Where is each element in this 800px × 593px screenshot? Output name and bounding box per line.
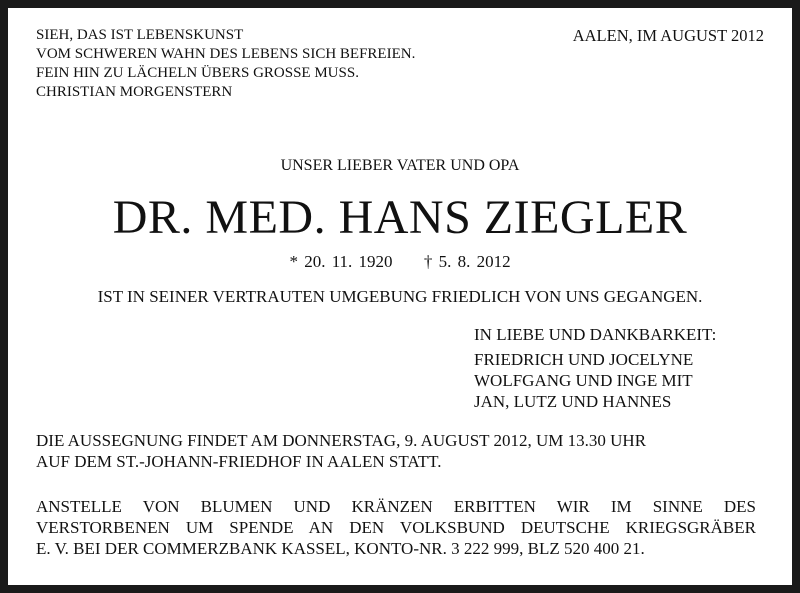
family-line: JAN, LUTZ UND HANNES	[474, 392, 672, 411]
death-date: 5. 8. 2012	[438, 252, 511, 271]
ceremony-line: DIE AUSSEGNUNG FINDET AM DONNERSTAG, 9. AUGUST 2012, UM 13.30 UHR	[36, 431, 647, 450]
ceremony-notice	[36, 430, 756, 472]
poem-line: VOM SCHWEREN WAHN DES LEBENS SICH BEFREIEN.	[36, 46, 416, 62]
donation-notice	[36, 496, 756, 559]
poem-block	[36, 26, 415, 102]
family-line: WOLFGANG UND INGE MIT	[474, 371, 693, 390]
family-heading: IN LIEBE UND DANKBARKEIT:	[474, 325, 717, 344]
poem-line: FEIN HIN ZU LÄCHELN ÜBERS GROSSE MUSS.	[36, 65, 359, 81]
passed-statement: IST IN SEINER VERTRAUTEN UMGEBUNG FRIEDLICH VON UNS GEGANGEN.	[97, 287, 703, 306]
poem-author: CHRISTIAN MORGENSTERN	[36, 84, 233, 100]
donation-line: VERSTORBENEN UM SPENDE AN DEN VOLKSBUND DEUTSCHE KRIEGSGRÄBER	[36, 518, 756, 537]
ceremony-line: AUF DEM ST.-JOHANN-FRIEDHOF IN AALEN STATT.	[36, 452, 442, 471]
donation-line: ANSTELLE VON BLUMEN UND KRÄNZEN ERBITTEN WIR IM SINNE DES	[36, 497, 756, 516]
born-symbol: *	[289, 252, 298, 271]
deceased-name: DR. MED. HANS ZIEGLER	[112, 191, 688, 244]
life-dates	[0, 252, 800, 272]
birth-date: 20. 11. 1920	[304, 252, 393, 271]
place-date: AALEN, IM AUGUST 2012	[572, 26, 764, 45]
family-line: FRIEDRICH UND JOCELYNE	[474, 350, 694, 369]
poem-line: SIEH, DAS IST LEBENSKUNST	[36, 27, 244, 43]
family-block	[474, 324, 716, 412]
died-symbol: †	[423, 252, 433, 271]
donation-line: E. V. BEI DER COMMERZBANK KASSEL, KONTO-NR. 3 222 999, BLZ 520 400 21.	[36, 539, 645, 558]
intro-line: UNSER LIEBER VATER UND OPA	[280, 157, 520, 174]
